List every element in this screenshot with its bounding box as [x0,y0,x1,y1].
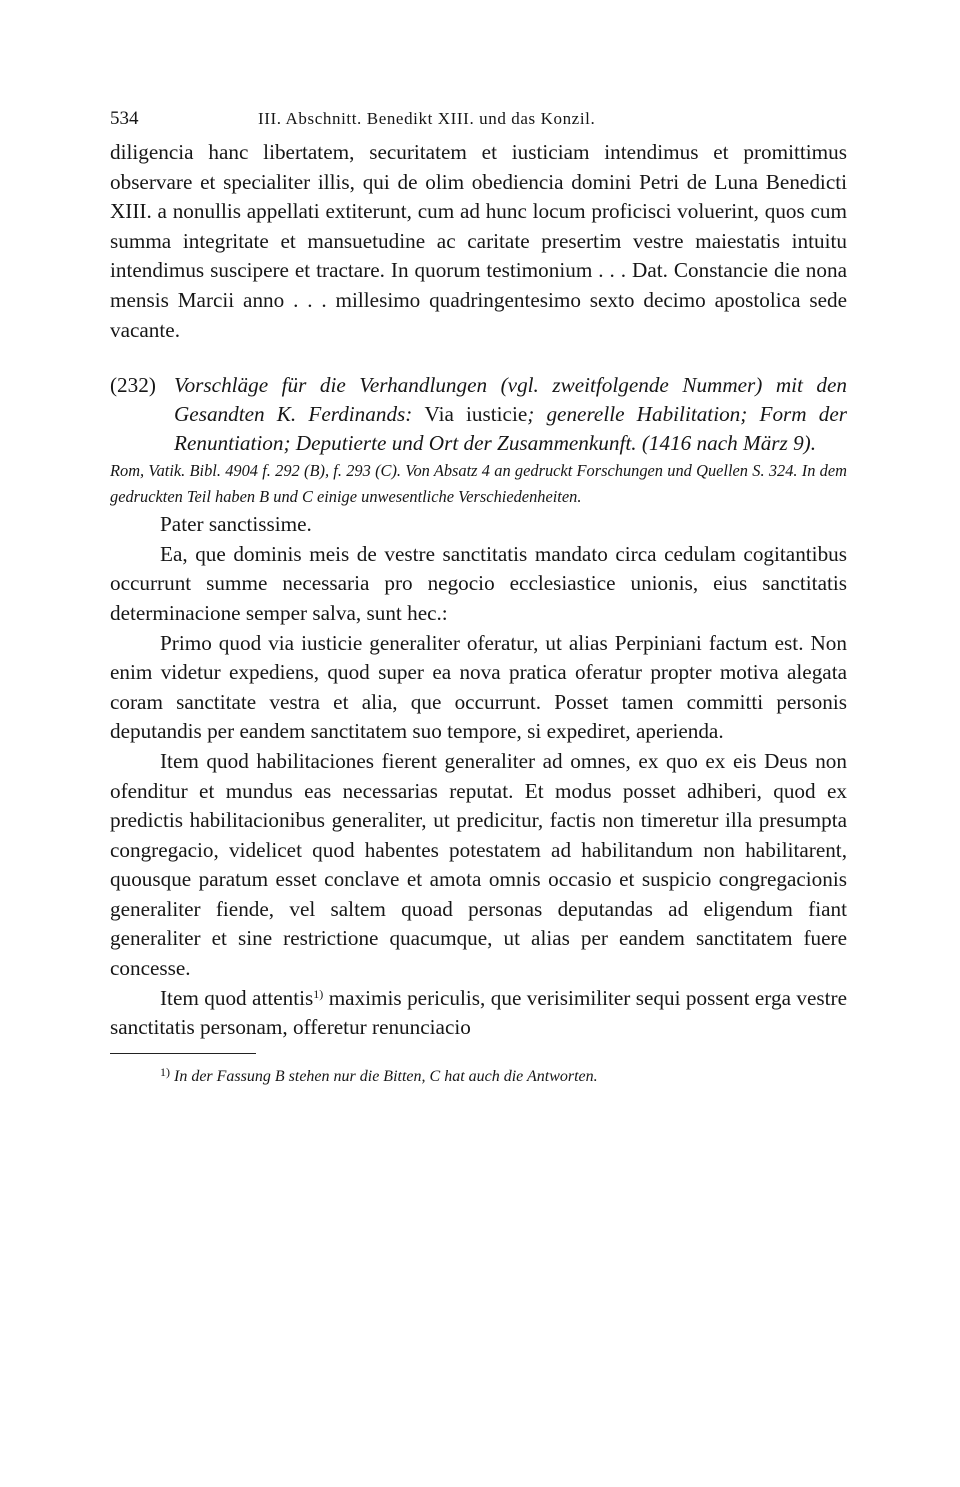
paragraph-4 [110,984,847,1043]
document-title-rest: ; generelle Habilitation; Form der Renuntiation; Deputierte und Ort der Zusammenkunft. (1416 nach März 9). [174,402,847,456]
document-title [174,371,847,458]
running-title: III. Abschnitt. Benedikt XIII. und das Konzil. [258,109,596,128]
page-number: 534 [110,108,139,129]
paragraph-4-end: maximis periculis, que verisimiliter sequi possent erga vestre sanctitatis personam, offeretur renunciacio [110,985,847,1040]
page-header [110,108,847,138]
document-number: (232) [110,373,156,398]
main-text [110,138,847,1043]
continuation-paragraph: diligencia hanc libertatem, securitatem et iusticiam intendimus et promittimus observare et specialiter illis, qui de olim obediencia domini Petri de Luna Benedicti XIII. a nonullis appellati extiterunt, cum ad hunc locum proficisci voluerint, quos cum summa integritate et mansuetudine ac caritate presertim vestre maiestatis intuitu intendimus suscipere et tractare. In quorum testimonium . . . Dat. Constancie die nona mensis Marcii anno . . . millesimo quadringentesimo sexto decimo apostolica sede vacante. [110,140,847,342]
document-title-italic: Vorschläge für die Verhandlungen (vgl. zweitfolgende Nummer) mit den Gesandten K. Ferdinands: [174,373,847,427]
footnote [110,1064,847,1086]
salutation: Pater sanctissime. [160,512,312,537]
footnote-text: In der Fassung B stehen nur die Bitten, C hat auch die Antworten. [174,1067,598,1085]
paragraph-2: Primo quod via iusticie generaliter oferatur, ut alias Perpiniani factum est. Non enim videtur expediens, quod super ea nova pratica oferatur propter motiva alegata coram sanctitate vestra et alia, que occurrunt. Posset tamen committi personis deputandis per eandem sanctitatem suo tempore, si expediret, aperienda. [110,630,847,744]
source-note: Rom, Vatik. Bibl. 4904 f. 292 (B), f. 293 (C). Von Absatz 4 an gedruckt Forschungen und Quellen S. 324. In dem gedruckten Teil haben B und C einige unwesentliche Verschiedenheiten. [110,461,847,507]
document-heading [110,371,847,458]
footnote-rule [110,1053,256,1054]
footnote-mark: 1) [160,1064,170,1079]
paragraph-3: Item quod habilitaciones fierent generaliter ad omnes, ex quo ex eis Deus non ofenditur et mundus eas necessarias reputat. Et modus posset adhiberi, quod ex predictis habilitacionibus generaliter, ut predicitur, factis non timeretur illa presumpta congregacio, videlicet quod habentes potestatem ad habilitandum non habilitarent, quousque paratum esset conclave et amota omnis occasio et suspicio congregacionis generaliter fiende, vel saltem quoad personas deputandas ad eligendum fiant generaliter et sine restrictione quacumque, ut alias per eandem sanctitatem fuere concesse. [110,748,847,981]
paragraph-4-start: Item quod attentis [160,985,314,1010]
book-page [110,108,847,1102]
footnote-reference: 1) [313,986,324,1001]
document-title-upright: Via iusticie [424,402,528,427]
paragraph-1: Ea, que dominis meis de vestre sanctitatis mandato circa cedulam cogitantibus occurrunt summe necessaria pro negocio ecclesiastice unionis, eius sanctitatis determinacione semper salva, sunt hec.: [110,541,847,625]
